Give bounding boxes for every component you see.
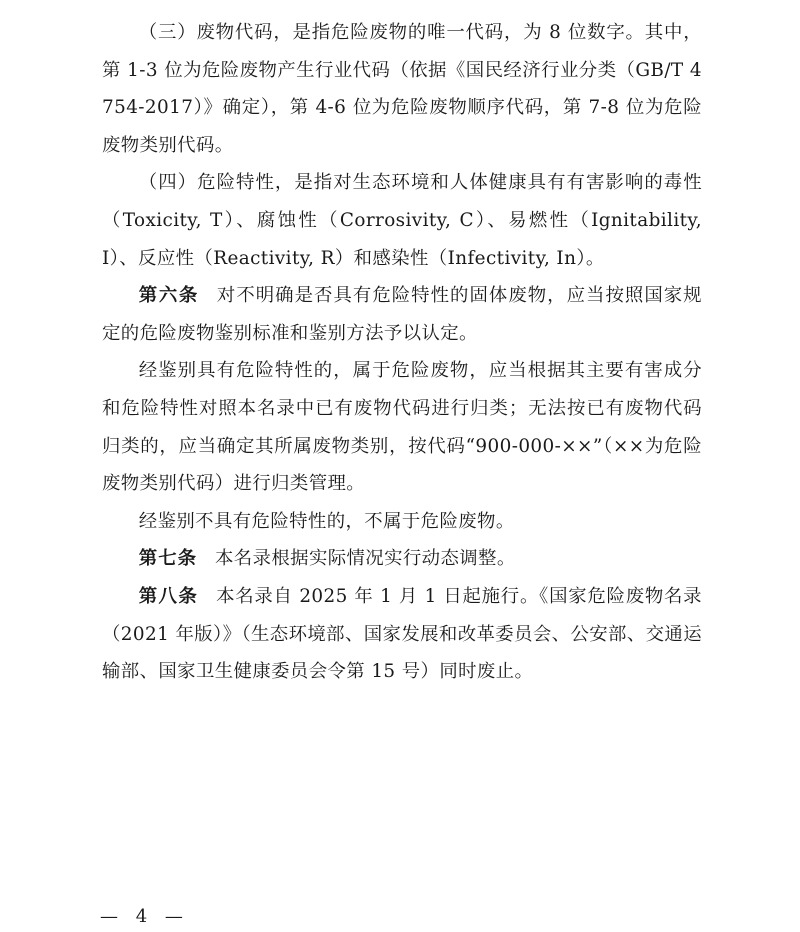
paragraph-waste-code-definition [102, 14, 702, 164]
paragraph-text: 经鉴别不具有危险特性的，不属于危险废物。 [138, 510, 515, 532]
paragraph-text: 本名录自 2025 年 1 月 1 日起施行。《国家危险废物名录（2021 年版）》（生态环境部、国家发展和改革委员会、公安部、交通运输部、国家卫生健康委员会令第 15 号）同时废止。 [102, 585, 702, 683]
paragraph-article-eight [102, 578, 702, 691]
document-body [102, 14, 702, 691]
paragraph-hazard-characteristics-definition [102, 164, 702, 277]
paragraph-article-seven [102, 540, 702, 578]
article-heading: 第六条 [138, 285, 199, 307]
paragraph-classification-rule [102, 352, 702, 502]
paragraph-text: （四）危险特性，是指对生态环境和人体健康具有有害影响的毒性（Toxicity, T）、腐蚀性（Corrosivity, C）、易燃性（Ignitability, I）、反应性（Reactivity, R）和感染性（Infectivity, In）。 [102, 172, 702, 269]
article-heading: 第八条 [138, 585, 199, 607]
paragraph-text: 本名录根据实际情况实行动态调整。 [214, 548, 516, 570]
paragraph-text: 经鉴别具有危险特性的，属于危险废物，应当根据其主要有害成分和危险特性对照本名录中已有废物代码进行归类；无法按已有废物代码归类的，应当确定其所属废物类别，按代码“900-000-××”（××为危险废物类别代码）进行归类管理。 [102, 360, 702, 495]
page-number: — 4 — [100, 906, 189, 927]
article-heading: 第七条 [138, 548, 197, 570]
paragraph-article-six [102, 277, 702, 352]
paragraph-text: （三）废物代码，是指危险废物的唯一代码，为 8 位数字。其中，第 1-3 位为危险废物产生行业代码（依据《国民经济行业分类（GB/T 4754-2017）》确定），第 4-6 位为危险废物顺序代码，第 7-8 位为危险废物类别代码。 [102, 22, 702, 156]
paragraph-non-hazardous-rule [102, 503, 702, 541]
paragraph-text: 对不明确是否具有危险特性的固体废物，应当按照国家规定的危险废物鉴别标准和鉴别方法予以认定。 [102, 285, 702, 344]
